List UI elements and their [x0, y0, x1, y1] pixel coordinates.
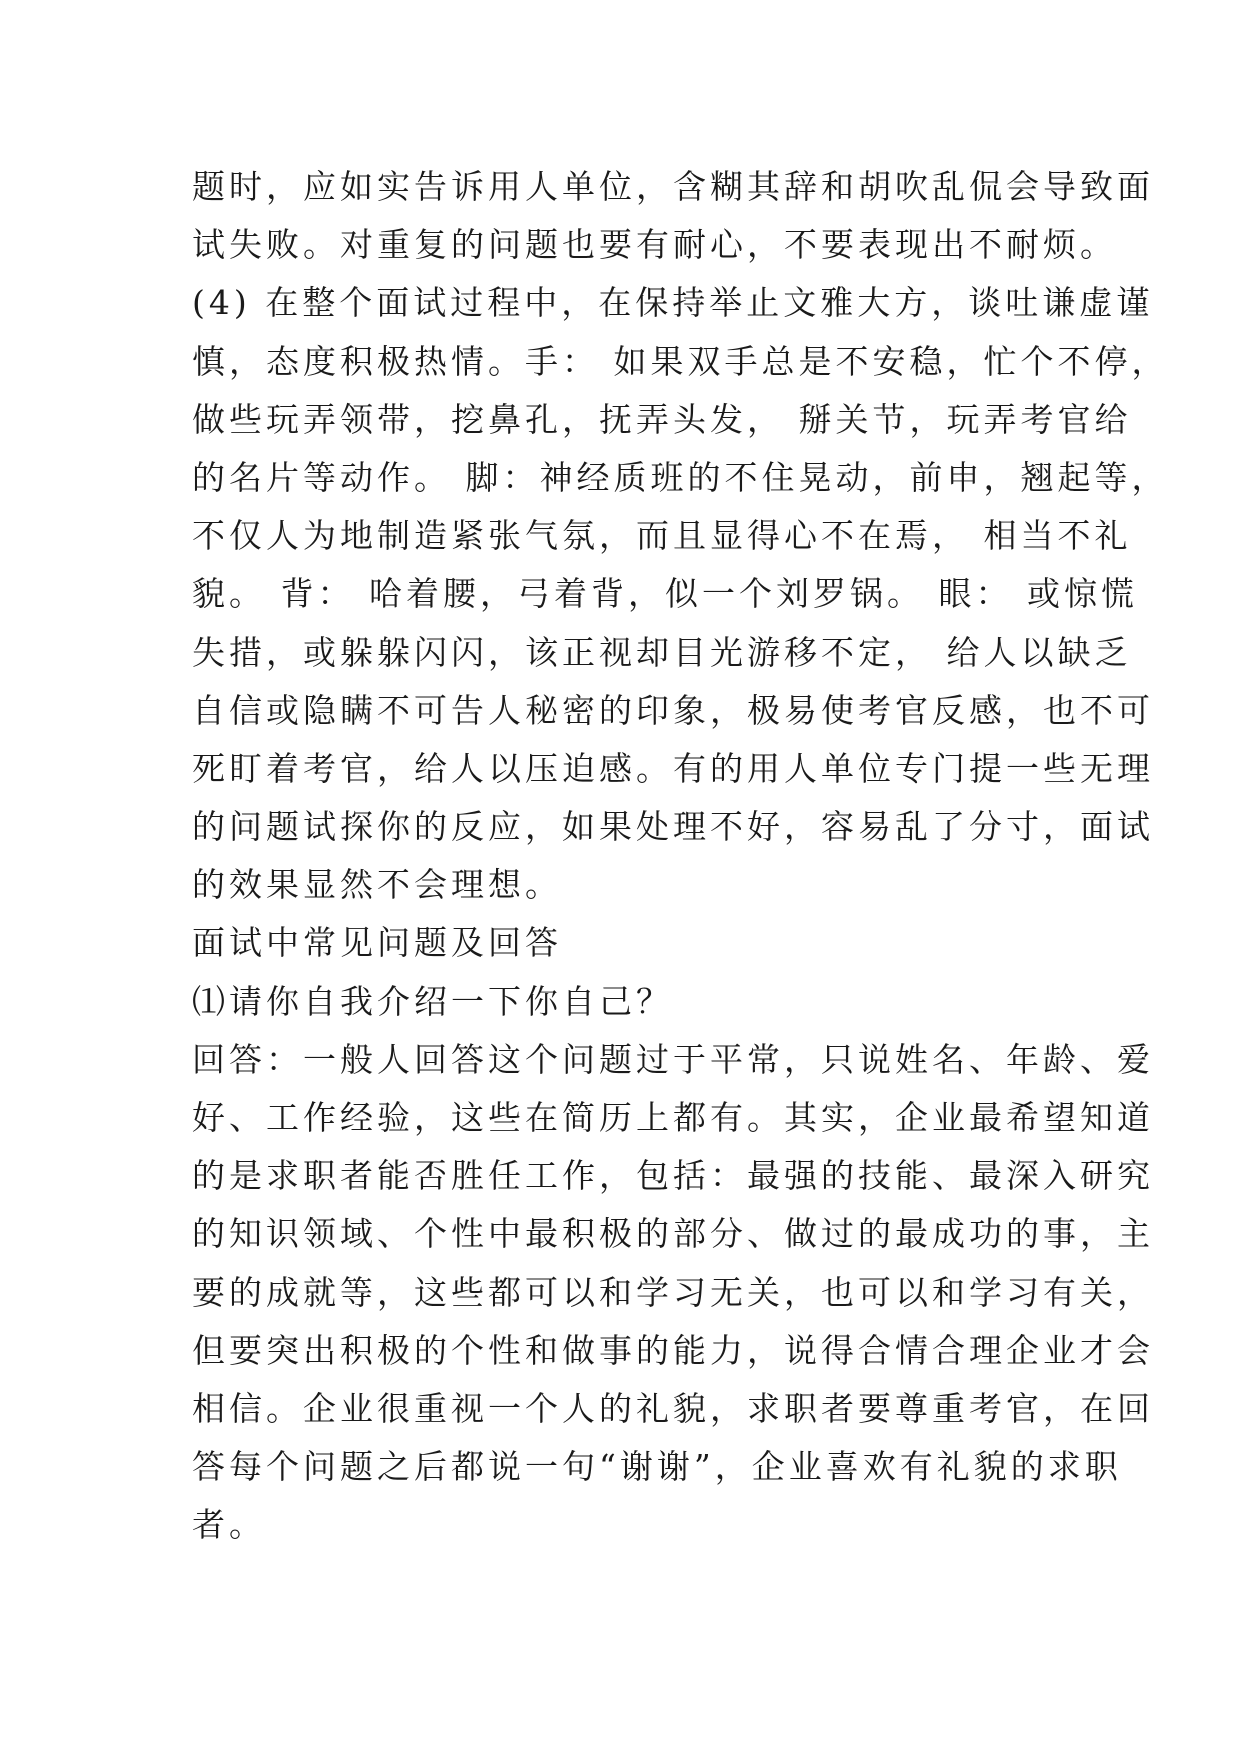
- text-line: 题时，应如实告诉用人单位，含糊其辞和胡吹乱侃会导致面: [192, 167, 1154, 206]
- text-line: 相信。企业很重视一个人的礼貌，求职者要尊重考官，在回: [192, 1388, 1154, 1428]
- text-line: 的知识领域、个性中最积极的部分、做过的最成功的事，主: [192, 1214, 1154, 1254]
- text-line: 好、工作经验，这些在简历上都有。其实，企业最希望知道: [192, 1098, 1154, 1137]
- text-line: 慎，态度积极热情。手： 如果双手总是不安稳，忙个不停，: [192, 341, 1169, 381]
- text-line: 失措，或躲躲闪闪，该正视却目光游移不定， 给人以缺乏: [192, 632, 1132, 672]
- section-heading: 面试中常见问题及回答: [192, 923, 562, 963]
- text-line: 自信或隐瞒不可告人秘密的印象，极易使考官反感，也不可: [192, 690, 1154, 730]
- text-line: 的是求职者能否胜任工作，包括：最强的技能、最深入研究: [192, 1156, 1154, 1196]
- text-line: 的效果显然不会理想。: [192, 865, 562, 905]
- text-line: 貌。 背： 哈着腰，弓着背，似一个刘罗锅。 眼： 或惊慌: [192, 574, 1138, 614]
- text-line: 死盯着考官，给人以压迫感。有的用人单位专门提一些无理: [192, 748, 1154, 788]
- text-line: 的名片等动作。 脚：神经质班的不住晃动，前申，翘起等，: [192, 457, 1169, 497]
- body-text: [192, 158, 1169, 1555]
- text-line: 答每个问题之后都说一句“谢谢”，企业喜欢有礼貌的求职: [192, 1447, 1122, 1487]
- text-line: 试失败。对重复的问题也要有耐心，不要表现出不耐烦。: [192, 225, 1117, 265]
- text-line: 回答：一般人回答这个问题过于平常，只说姓名、年龄、爱: [192, 1039, 1154, 1079]
- text-line: 做些玩弄领带，挖鼻孔，抚弄头发， 掰关节，玩弄考官给: [192, 399, 1132, 439]
- text-line: 要的成就等，这些都可以和学习无关，也可以和学习有关，: [192, 1272, 1154, 1312]
- text-line: (4) 在整个面试过程中，在保持举止文雅大方，谈吐谦虚谨: [192, 283, 1154, 323]
- text-line: 不仅人为地制造紧张气氛，而且显得心不在焉， 相当不礼: [192, 516, 1132, 556]
- text-line: 的问题试探你的反应，如果处理不好，容易乱了分寸，面试: [192, 807, 1154, 847]
- text-line: 者。: [192, 1505, 266, 1545]
- text-line: 但要突出积极的个性和做事的能力，说得合情合理企业才会: [192, 1330, 1154, 1370]
- question-line: ⑴请你自我介绍一下你自己？: [192, 981, 673, 1021]
